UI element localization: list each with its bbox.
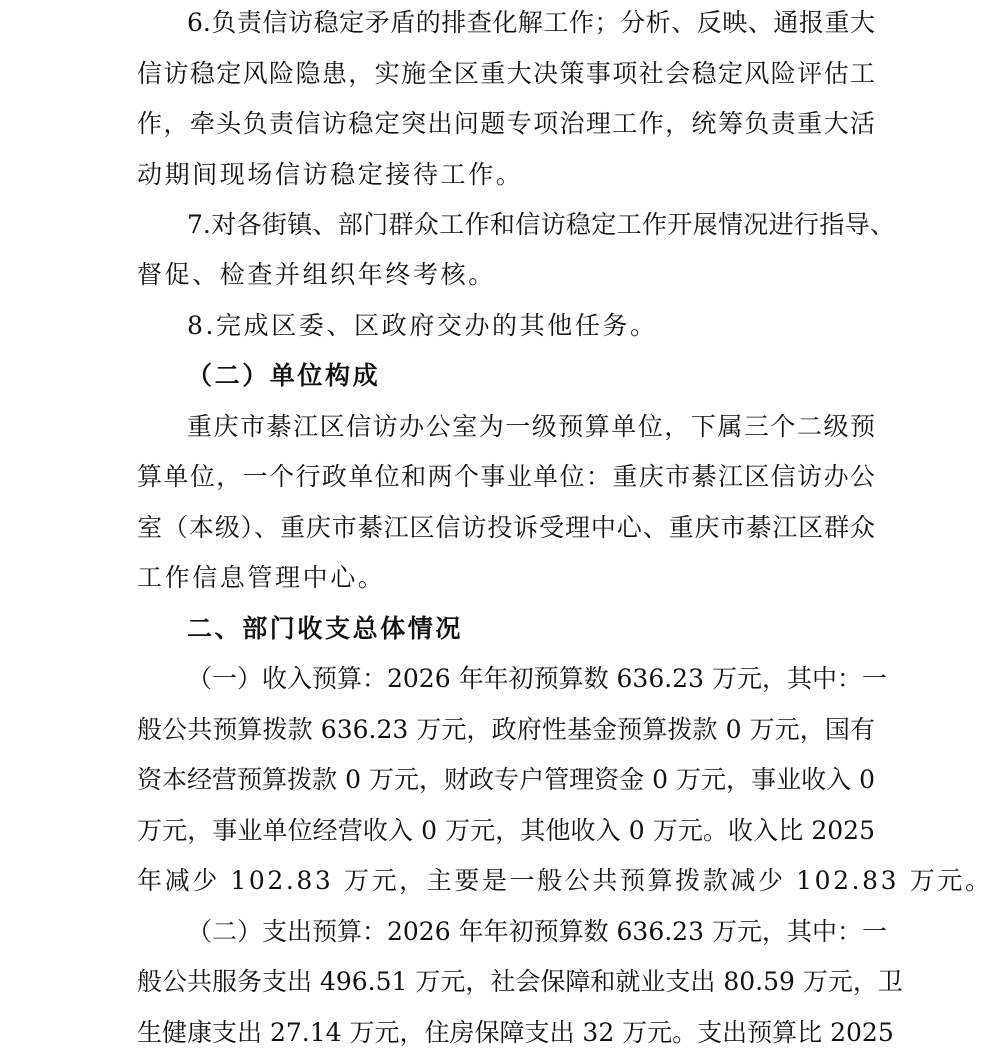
text-line: 万元，事业单位经营收入 0 万元，其他收入 0 万元。收入比 2025 <box>137 816 875 845</box>
text-line: 生健康支出 27.14 万元，住房保障支出 32 万元。支出预算比 2025 <box>137 1018 894 1047</box>
text-line: 重庆市綦江区信访办公室为一级预算单位，下属三个二级预 <box>187 412 875 441</box>
text-line: 算单位，一个行政单位和两个事业单位：重庆市綦江区信访办公 <box>137 462 875 491</box>
text-line: 般公共预算拨款 636.23 万元，政府性基金预算拨款 0 万元，国有 <box>137 715 875 744</box>
text-line: 作，牵头负责信访稳定突出问题专项治理工作，统筹负责重大活 <box>137 109 875 138</box>
text-line: 督促、检查并组织年终考核。 <box>137 260 496 289</box>
text-line: 工作信息管理中心。 <box>137 563 386 592</box>
text-line: 8.完成区委、区政府交办的其他任务。 <box>187 311 658 340</box>
text-line: （一）收入预算：2026 年年初预算数 636.23 万元，其中：一 <box>187 664 887 693</box>
text-line: 资本经营预算拨款 0 万元，财政专户管理资金 0 万元，事业收入 0 <box>137 765 875 794</box>
section-heading: 二、部门收支总体情况 <box>187 614 464 643</box>
text-line: 6.负责信访稳定矛盾的排查化解工作；分析、反映、通报重大 <box>187 8 875 37</box>
text-line: 年减少 102.83 万元，主要是一般公共预算拨款减少 102.83 万元。 <box>137 866 993 895</box>
text-line: 动期间现场信访稳定接待工作。 <box>137 160 524 189</box>
text-line: （二）支出预算：2026 年年初预算数 636.23 万元，其中：一 <box>187 917 887 946</box>
text-line: 信访稳定风险隐患，实施全区重大决策事项社会稳定风险评估工 <box>137 59 875 88</box>
subsection-heading: （二）单位构成 <box>187 361 381 390</box>
text-line: 室（本级）、重庆市綦江区信访投诉受理中心、重庆市綦江区群众 <box>137 513 875 542</box>
text-line: 7.对各街镇、部门群众工作和信访稳定工作开展情况进行指导、 <box>187 210 895 239</box>
text-line: 般公共服务支出 496.51 万元，社会保障和就业支出 80.59 万元，卫 <box>137 967 903 996</box>
